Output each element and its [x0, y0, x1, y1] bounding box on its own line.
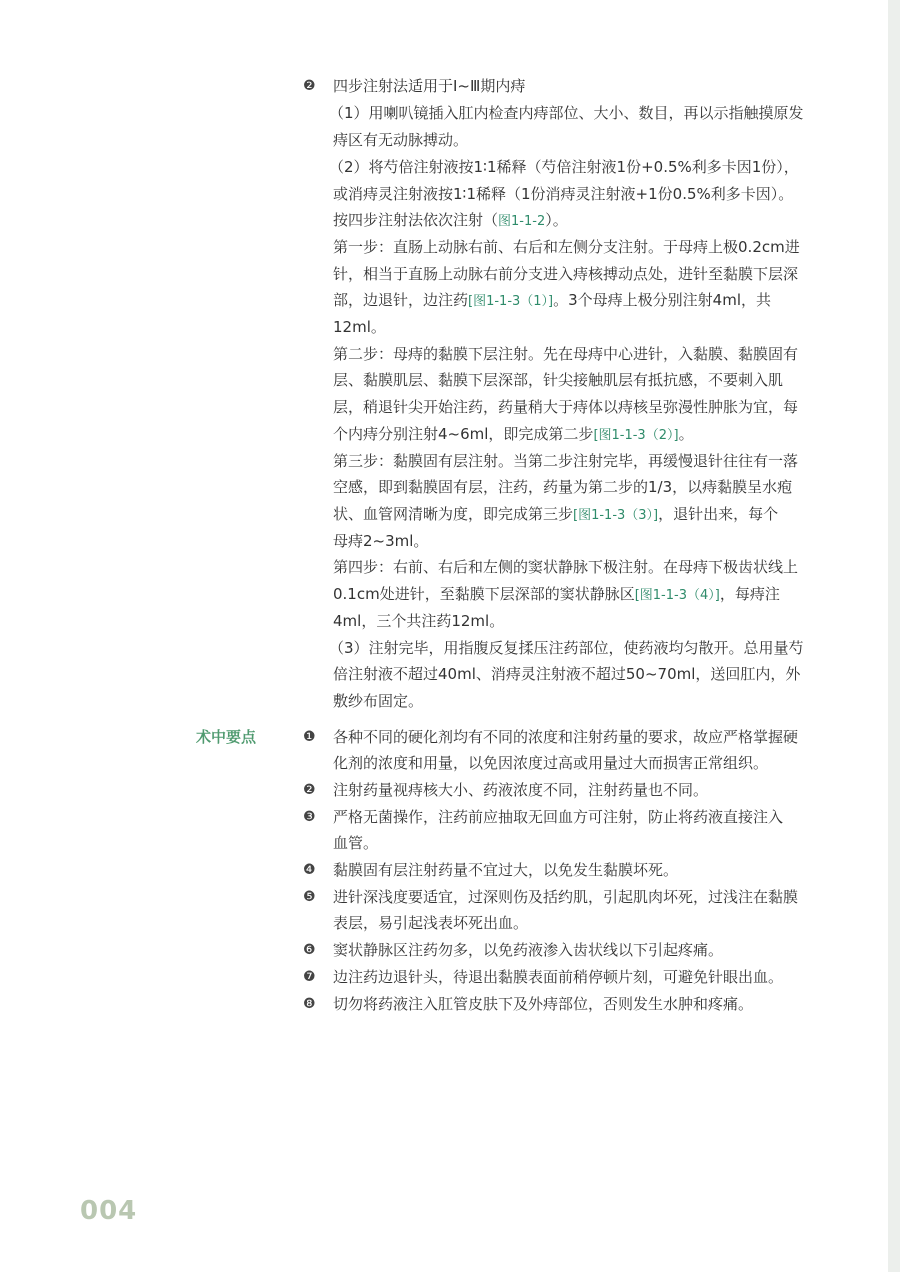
text-line: （2）将芍倍注射液按1∶1稀释（芍倍注射液1份+0.5%利多卡因1份），	[329, 158, 799, 176]
text-line: 层、黏膜肌层、黏膜下层深部，针尖接触肌层有抵抗感，不要刺入肌	[333, 371, 784, 389]
item-marker: ❷	[303, 78, 316, 94]
figure-reference[interactable]: [图1-1-3（2）]	[593, 428, 679, 443]
page-number: 004	[80, 1196, 138, 1226]
figure-reference[interactable]: 图1-1-2	[498, 214, 546, 229]
text-line: 空感，即到黏膜固有层，注药，药量为第二步的1/3，以痔黏膜呈水疱	[333, 478, 793, 496]
text-line: 第四步：右前、右后和左侧的窦状静脉下极注射。在母痔下极齿状线上	[333, 558, 799, 576]
text-line	[333, 504, 778, 526]
text-line: 严格无菌操作，注药前应抽取无回血方可注射，防止将药液直接注入	[333, 808, 784, 826]
text-line: 第一步：直肠上动脉右前、右后和左侧分支注射。于母痔上极0.2cm进	[333, 238, 800, 256]
text-line: 4ml，三个共注药12ml。	[333, 612, 505, 630]
text-fragment: ，每痔注	[719, 585, 780, 603]
text-fragment: 状、血管网清晰为度，即完成第三步	[333, 505, 574, 523]
figure-reference[interactable]: [图1-1-3（1）]	[468, 294, 554, 309]
text-fragment: ）。	[545, 211, 568, 229]
text-line: 敷纱布固定。	[333, 692, 424, 710]
text-line: 痔区有无动脉搏动。	[333, 131, 469, 149]
figure-reference[interactable]: [图1-1-3（4）]	[634, 588, 720, 603]
text-line: 血管。	[333, 834, 379, 852]
text-fragment: ，退针出来，每个	[658, 505, 779, 523]
text-line: 切勿将药液注入肛管皮肤下及外痔部位，否则发生水肿和疼痛。	[333, 995, 754, 1013]
point-marker: ❶	[303, 729, 316, 745]
text-line: 母痔2~3ml。	[333, 532, 429, 550]
text-line	[333, 210, 568, 232]
text-line	[333, 424, 694, 446]
text-fragment: 。	[678, 425, 694, 443]
text-line: 表层，易引起浅表坏死出血。	[333, 914, 529, 932]
point-marker: ❽	[303, 996, 316, 1012]
point-marker: ❻	[303, 942, 316, 958]
text-fragment: 按四步注射法依次注射（	[333, 211, 499, 229]
text-line	[333, 584, 780, 606]
text-line: 注射药量视痔核大小、药液浓度不同，注射药量也不同。	[333, 781, 709, 799]
text-fragment: 个内痔分别注射4~6ml，即完成第二步	[333, 425, 594, 443]
item-heading: 四步注射法适用于Ⅰ~Ⅲ期内痔	[333, 77, 526, 95]
text-line: 层，稍退针尖开始注药，药量稍大于痔体以痔核呈弥漫性肿胀为宜，每	[333, 398, 799, 416]
text-line: 第二步：母痔的黏膜下层注射。先在母痔中心进针，入黏膜、黏膜固有	[333, 345, 799, 363]
text-line: 进针深浅度要适宜，过深则伤及括约肌，引起肌肉坏死，过浅注在黏膜	[333, 888, 799, 906]
text-line: 第三步：黏膜固有层注射。当第二步注射完毕，再缓慢退针往往有一落	[333, 452, 799, 470]
text-line: 各种不同的硬化剂均有不同的浓度和注射药量的要求，故应严格掌握硬	[333, 728, 799, 746]
text-line: 化剂的浓度和用量，以免因浓度过高或用量过大而损害正常组织。	[333, 754, 769, 772]
text-line: （3）注射完毕，用指腹反复揉压注药部位，使药液均匀散开。总用量芍	[329, 639, 804, 657]
text-line: 边注药边退针头，待退出黏膜表面前稍停顿片刻，可避免针眼出血。	[333, 968, 784, 986]
text-line: 或消痔灵注射液按1∶1稀释（1份消痔灵注射液+1份0.5%利多卡因）。	[333, 185, 794, 203]
text-fragment: 。3个母痔上极分别注射4ml，共	[553, 291, 772, 309]
section-label-key-points: 术中要点	[196, 728, 257, 746]
text-line: 黏膜固有层注射药量不宜过大，以免发生黏膜坏死。	[333, 861, 679, 879]
text-line: 12ml。	[333, 318, 386, 336]
page-edge-strip	[888, 0, 900, 1272]
text-line: （1）用喇叭镜插入肛内检查内痔部位、大小、数目，再以示指触摸原发	[329, 104, 804, 122]
text-line: 针，相当于直肠上动脉右前分支进入痔核搏动点处，进针至黏膜下层深	[333, 265, 799, 283]
text-line: 倍注射液不超过40ml、消痔灵注射液不超过50~70ml，送回肛内，外	[333, 665, 801, 683]
point-marker: ❸	[303, 809, 316, 825]
text-line: 窦状静脉区注药勿多，以免药液渗入齿状线以下引起疼痛。	[333, 941, 724, 959]
text-line	[333, 290, 771, 312]
text-fragment: 0.1cm处进针，至黏膜下层深部的窦状静脉区	[333, 585, 635, 603]
text-fragment: 部，边退针，边注药	[333, 291, 469, 309]
point-marker: ❷	[303, 782, 316, 798]
point-marker: ❹	[303, 862, 316, 878]
figure-reference[interactable]: [图1-1-3（3）]	[573, 508, 659, 523]
point-marker: ❼	[303, 969, 316, 985]
point-marker: ❺	[303, 889, 316, 905]
